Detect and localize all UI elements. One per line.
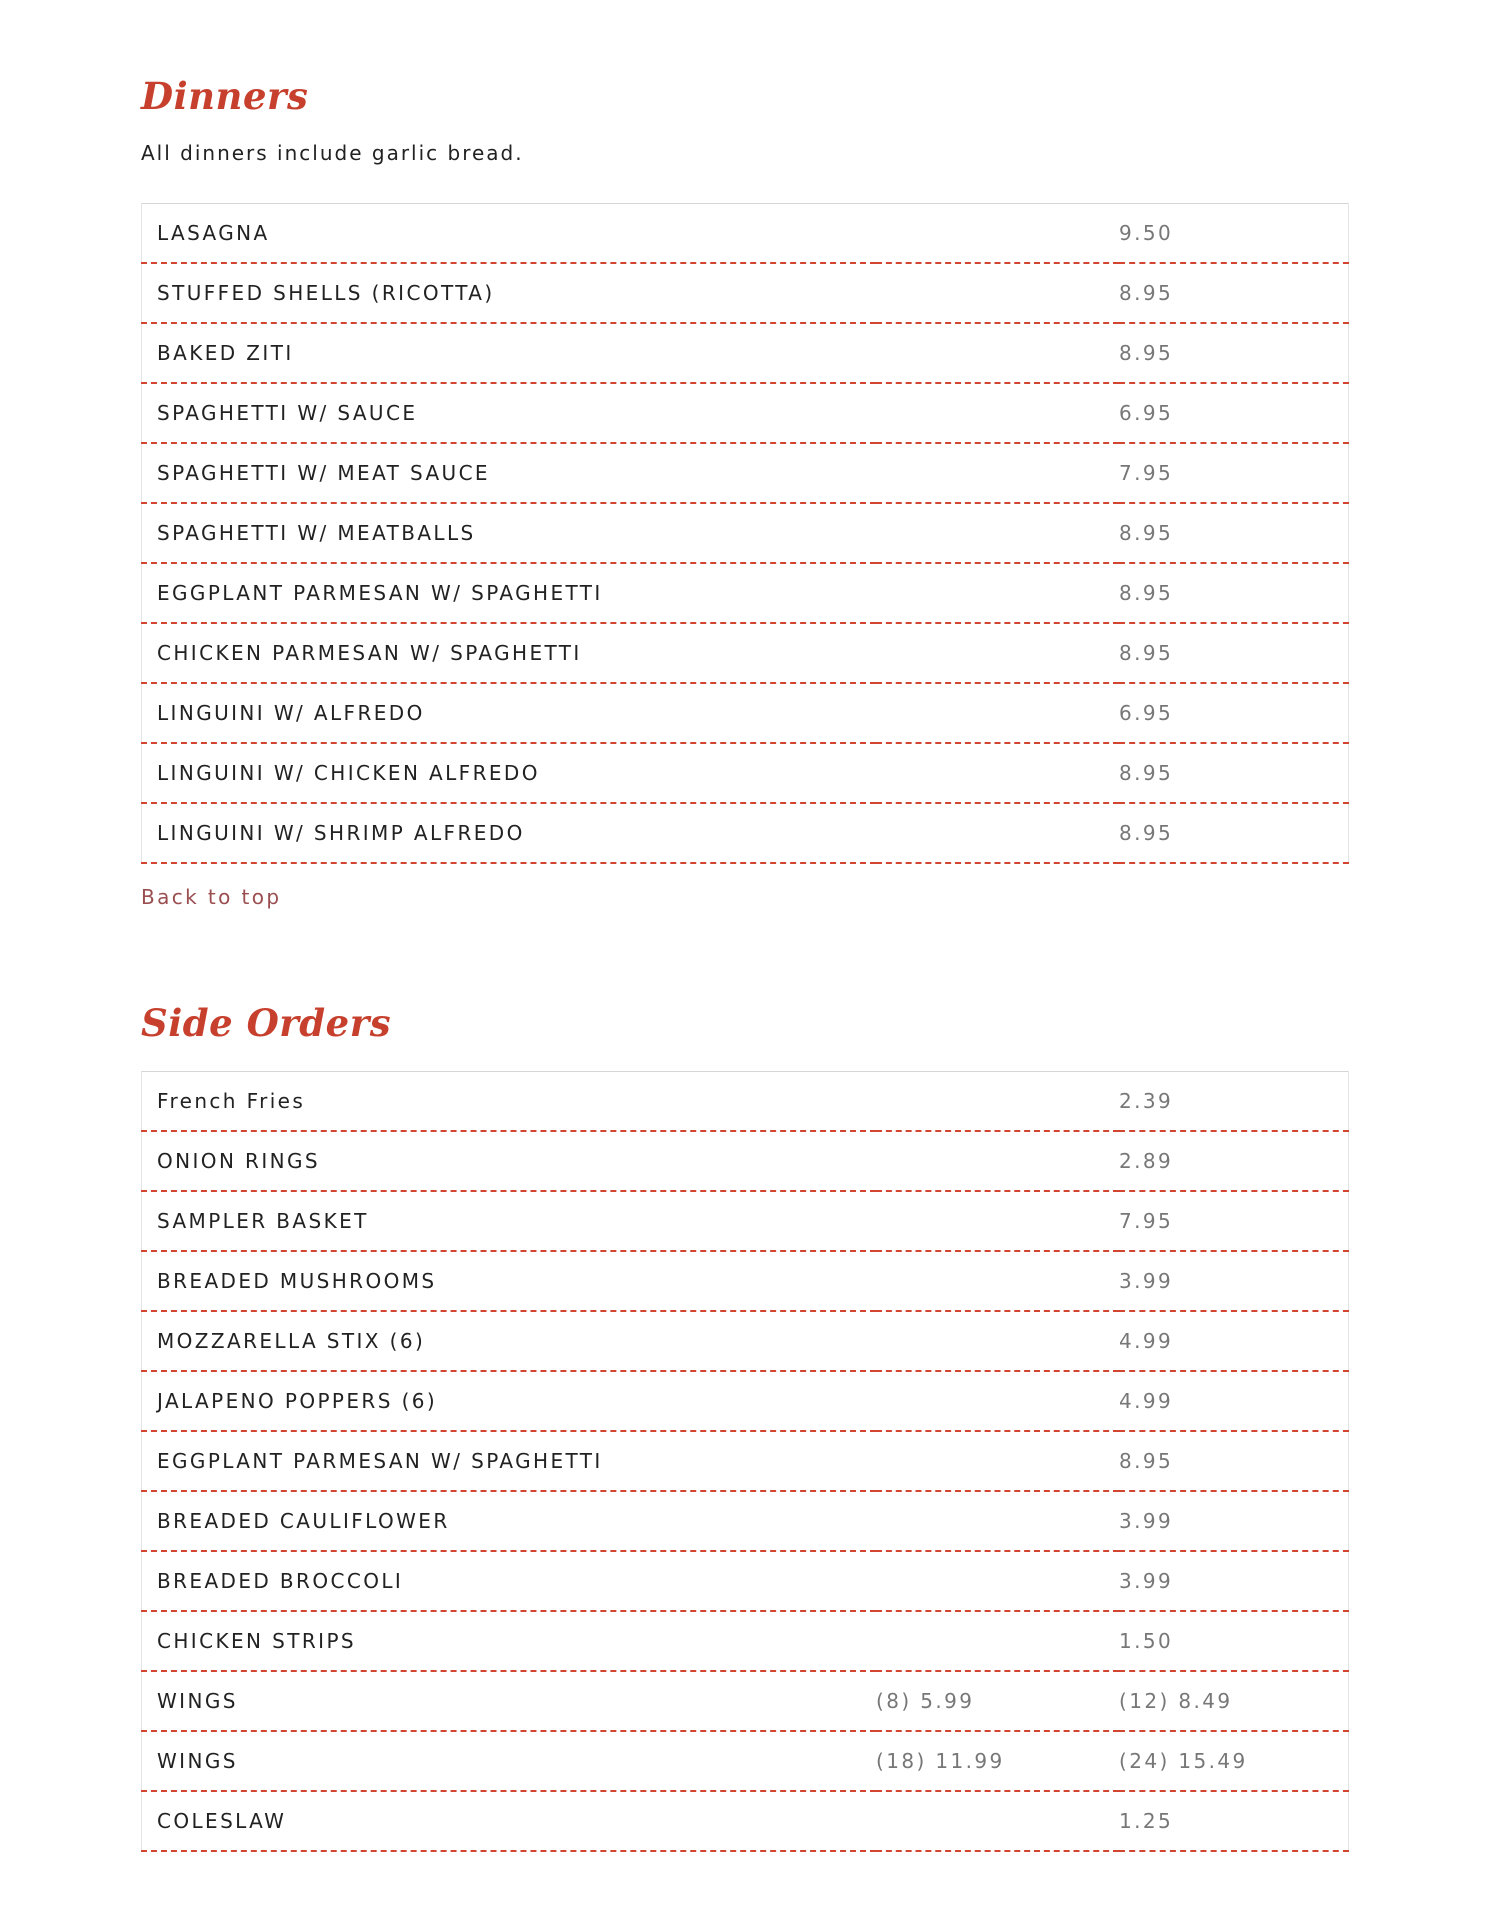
menu-item-price-alt — [876, 1611, 1119, 1671]
menu-item-price: 8.95 — [1119, 1431, 1349, 1491]
menu-row — [142, 803, 1349, 863]
menu-item-name: WINGS — [142, 1731, 877, 1791]
menu-item-name: LINGUINI W/ CHICKEN ALFREDO — [142, 743, 877, 803]
menu-row — [142, 263, 1349, 323]
menu-item-name: SPAGHETTI W/ MEATBALLS — [142, 503, 877, 563]
menu-item-name: ONION RINGS — [142, 1131, 877, 1191]
menu-item-price: 8.95 — [1119, 323, 1349, 383]
menu-item-price-alt — [876, 443, 1119, 503]
menu-row — [142, 743, 1349, 803]
menu-row — [142, 623, 1349, 683]
menu-item-price-alt — [876, 1311, 1119, 1371]
menu-item-price: 3.99 — [1119, 1491, 1349, 1551]
menu-item-price: 7.95 — [1119, 1191, 1349, 1251]
menu-item-price-alt — [876, 1131, 1119, 1191]
menu-row — [142, 1431, 1349, 1491]
menu-row — [142, 1371, 1349, 1431]
menu-item-name: SPAGHETTI W/ MEAT SAUCE — [142, 443, 877, 503]
menu-row — [142, 383, 1349, 443]
side-orders-menu-wrap — [141, 1071, 1349, 1852]
menu-item-price-alt — [876, 623, 1119, 683]
menu-item-price: 8.95 — [1119, 563, 1349, 623]
menu-row — [142, 1671, 1349, 1731]
menu-item-name: EGGPLANT PARMESAN W/ SPAGHETTI — [142, 1431, 877, 1491]
menu-item-name: LINGUINI W/ SHRIMP ALFREDO — [142, 803, 877, 863]
menu-item-price-alt — [876, 563, 1119, 623]
menu-item-name: French Fries — [142, 1072, 877, 1132]
menu-item-price: 7.95 — [1119, 443, 1349, 503]
menu-item-name: JALAPENO POPPERS (6) — [142, 1371, 877, 1431]
menu-row — [142, 683, 1349, 743]
menu-item-price-alt — [876, 803, 1119, 863]
menu-row — [142, 1551, 1349, 1611]
menu-item-name: LASAGNA — [142, 204, 877, 264]
menu-item-price: 8.95 — [1119, 743, 1349, 803]
menu-item-price: 1.50 — [1119, 1611, 1349, 1671]
menu-item-name: EGGPLANT PARMESAN W/ SPAGHETTI — [142, 563, 877, 623]
menu-row — [142, 323, 1349, 383]
menu-item-price: 8.95 — [1119, 263, 1349, 323]
menu-row — [142, 1191, 1349, 1251]
menu-item-price: 8.95 — [1119, 803, 1349, 863]
menu-item-name: BAKED ZITI — [142, 323, 877, 383]
menu-item-price-alt — [876, 323, 1119, 383]
menu-row — [142, 1791, 1349, 1851]
menu-row — [142, 1251, 1349, 1311]
menu-item-price-alt — [876, 1072, 1119, 1132]
dinners-menu-table — [141, 203, 1349, 864]
menu-item-price: 8.95 — [1119, 623, 1349, 683]
menu-item-price-alt: (18) 11.99 — [876, 1731, 1119, 1791]
menu-row — [142, 1611, 1349, 1671]
menu-item-name: CHICKEN STRIPS — [142, 1611, 877, 1671]
menu-item-name: BREADED CAULIFLOWER — [142, 1491, 877, 1551]
menu-item-price: 4.99 — [1119, 1311, 1349, 1371]
menu-item-price-alt — [876, 743, 1119, 803]
menu-item-price-alt — [876, 263, 1119, 323]
menu-item-price-alt — [876, 1431, 1119, 1491]
back-to-top-link[interactable]: Back to top — [141, 885, 282, 909]
menu-row — [142, 1731, 1349, 1791]
menu-item-price-alt — [876, 1251, 1119, 1311]
menu-item-price: 8.95 — [1119, 503, 1349, 563]
dinners-subtitle: All dinners include garlic bread. — [141, 141, 524, 165]
menu-row — [142, 1491, 1349, 1551]
menu-item-name: BREADED MUSHROOMS — [142, 1251, 877, 1311]
menu-item-name: BREADED BROCCOLI — [142, 1551, 877, 1611]
menu-item-price: 6.95 — [1119, 683, 1349, 743]
side-orders-menu-table — [141, 1071, 1349, 1852]
menu-item-name: SPAGHETTI W/ SAUCE — [142, 383, 877, 443]
menu-item-price: 4.99 — [1119, 1371, 1349, 1431]
menu-item-price: 1.25 — [1119, 1791, 1349, 1851]
menu-item-name: STUFFED SHELLS (RICOTTA) — [142, 263, 877, 323]
menu-item-name: MOZZARELLA STIX (6) — [142, 1311, 877, 1371]
menu-item-price-alt — [876, 1491, 1119, 1551]
menu-row — [142, 204, 1349, 264]
side-orders-heading: Side Orders — [141, 1001, 392, 1045]
menu-item-price-alt — [876, 1551, 1119, 1611]
menu-item-price-alt: (8) 5.99 — [876, 1671, 1119, 1731]
dinners-heading: Dinners — [141, 74, 309, 118]
menu-row — [142, 443, 1349, 503]
menu-row — [142, 1311, 1349, 1371]
dinners-subtitle-wrap — [141, 141, 1349, 165]
menu-row — [142, 563, 1349, 623]
menu-item-price: 9.50 — [1119, 204, 1349, 264]
menu-item-price: (24) 15.49 — [1119, 1731, 1349, 1791]
menu-row — [142, 503, 1349, 563]
menu-item-name: LINGUINI W/ ALFREDO — [142, 683, 877, 743]
side-orders-section — [141, 1001, 1349, 1045]
menu-item-price: 2.39 — [1119, 1072, 1349, 1132]
menu-row — [142, 1072, 1349, 1132]
menu-item-name: COLESLAW — [142, 1791, 877, 1851]
menu-item-price-alt — [876, 1791, 1119, 1851]
menu-item-price-alt — [876, 683, 1119, 743]
menu-item-price-alt — [876, 204, 1119, 264]
menu-item-price: 6.95 — [1119, 383, 1349, 443]
dinners-menu-wrap — [141, 203, 1349, 864]
menu-item-price-alt — [876, 503, 1119, 563]
menu-item-name: CHICKEN PARMESAN W/ SPAGHETTI — [142, 623, 877, 683]
dinners-section — [141, 74, 1349, 118]
menu-item-price-alt — [876, 383, 1119, 443]
menu-item-price-alt — [876, 1191, 1119, 1251]
menu-item-name: SAMPLER BASKET — [142, 1191, 877, 1251]
menu-item-price: 2.89 — [1119, 1131, 1349, 1191]
menu-item-price: 3.99 — [1119, 1251, 1349, 1311]
menu-item-price: 3.99 — [1119, 1551, 1349, 1611]
menu-item-name: WINGS — [142, 1671, 877, 1731]
menu-item-price-alt — [876, 1371, 1119, 1431]
menu-item-price: (12) 8.49 — [1119, 1671, 1349, 1731]
menu-row — [142, 1131, 1349, 1191]
